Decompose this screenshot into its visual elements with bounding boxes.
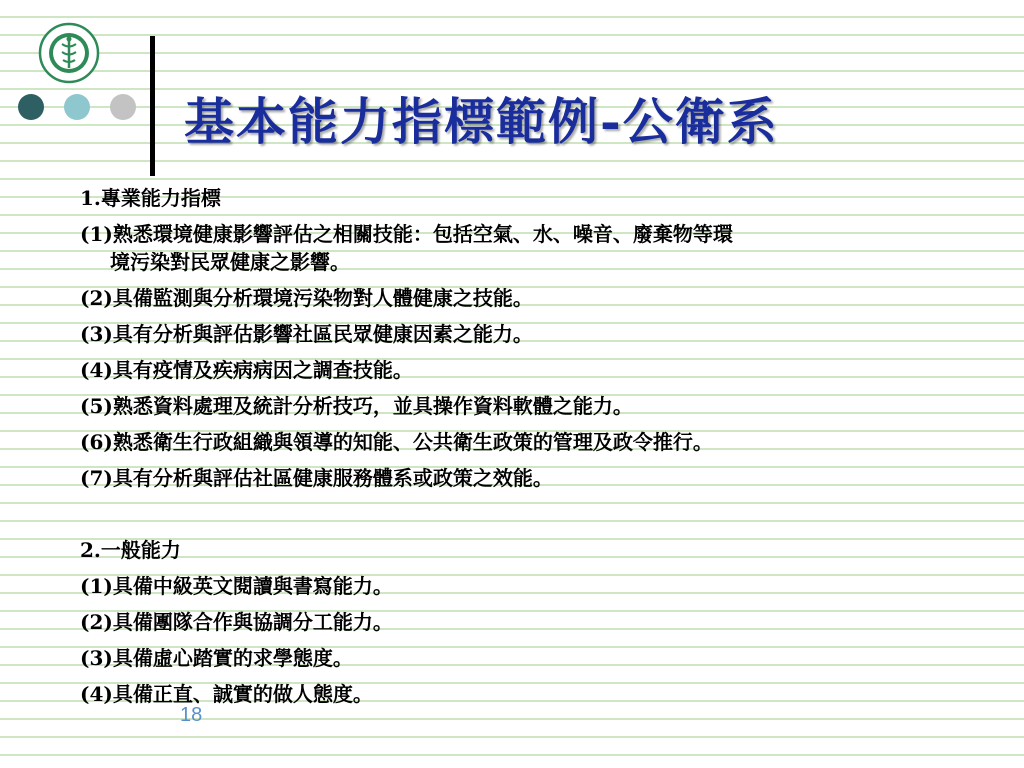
list-item: (4)具備正直、誠實的做人態度。: [80, 682, 373, 706]
list-item: (5)熟悉資料處理及統計分析技巧，並具操作資料軟體之能力。: [80, 394, 633, 418]
list-item: (1)熟悉環境健康影響評估之相關技能：包括空氣、水、噪音、廢棄物等環: [80, 222, 733, 246]
list-item: (6)熟悉衛生行政組織與領導的知能、公共衛生政策的管理及政令推行。: [80, 430, 713, 454]
dot-light-cyan: [64, 94, 90, 120]
slide-content: [80, 180, 940, 712]
slide-title: 基本能力指標範例-公衛系: [184, 92, 779, 151]
list-item: (3)具備虛心踏實的求學態度。: [80, 646, 353, 670]
decorative-dots: [18, 94, 136, 120]
list-item-continuation: 境污染對民眾健康之影響。: [110, 250, 350, 274]
dot-gray: [110, 94, 136, 120]
list-item: (3)具有分析與評估影響社區民眾健康因素之能力。: [80, 322, 533, 346]
section-heading-general: 2.一般能力: [80, 538, 181, 562]
section-spacer: [80, 496, 940, 532]
title-divider: [150, 36, 155, 176]
list-item: (1)具備中級英文閱讀與書寫能力。: [80, 574, 393, 598]
list-item: (2)具備監測與分析環境污染物對人體健康之技能。: [80, 286, 533, 310]
page-number: 18: [180, 704, 203, 726]
dot-dark-teal: [18, 94, 44, 120]
list-item: (7)具有分析與評估社區健康服務體系或政策之效能。: [80, 466, 553, 490]
list-item: (4)具有疫情及疾病病因之調查技能。: [80, 358, 413, 382]
list-item: (2)具備團隊合作與協調分工能力。: [80, 610, 393, 634]
university-seal-logo: [38, 22, 100, 84]
section-heading-professional: 1.專業能力指標: [80, 186, 221, 210]
